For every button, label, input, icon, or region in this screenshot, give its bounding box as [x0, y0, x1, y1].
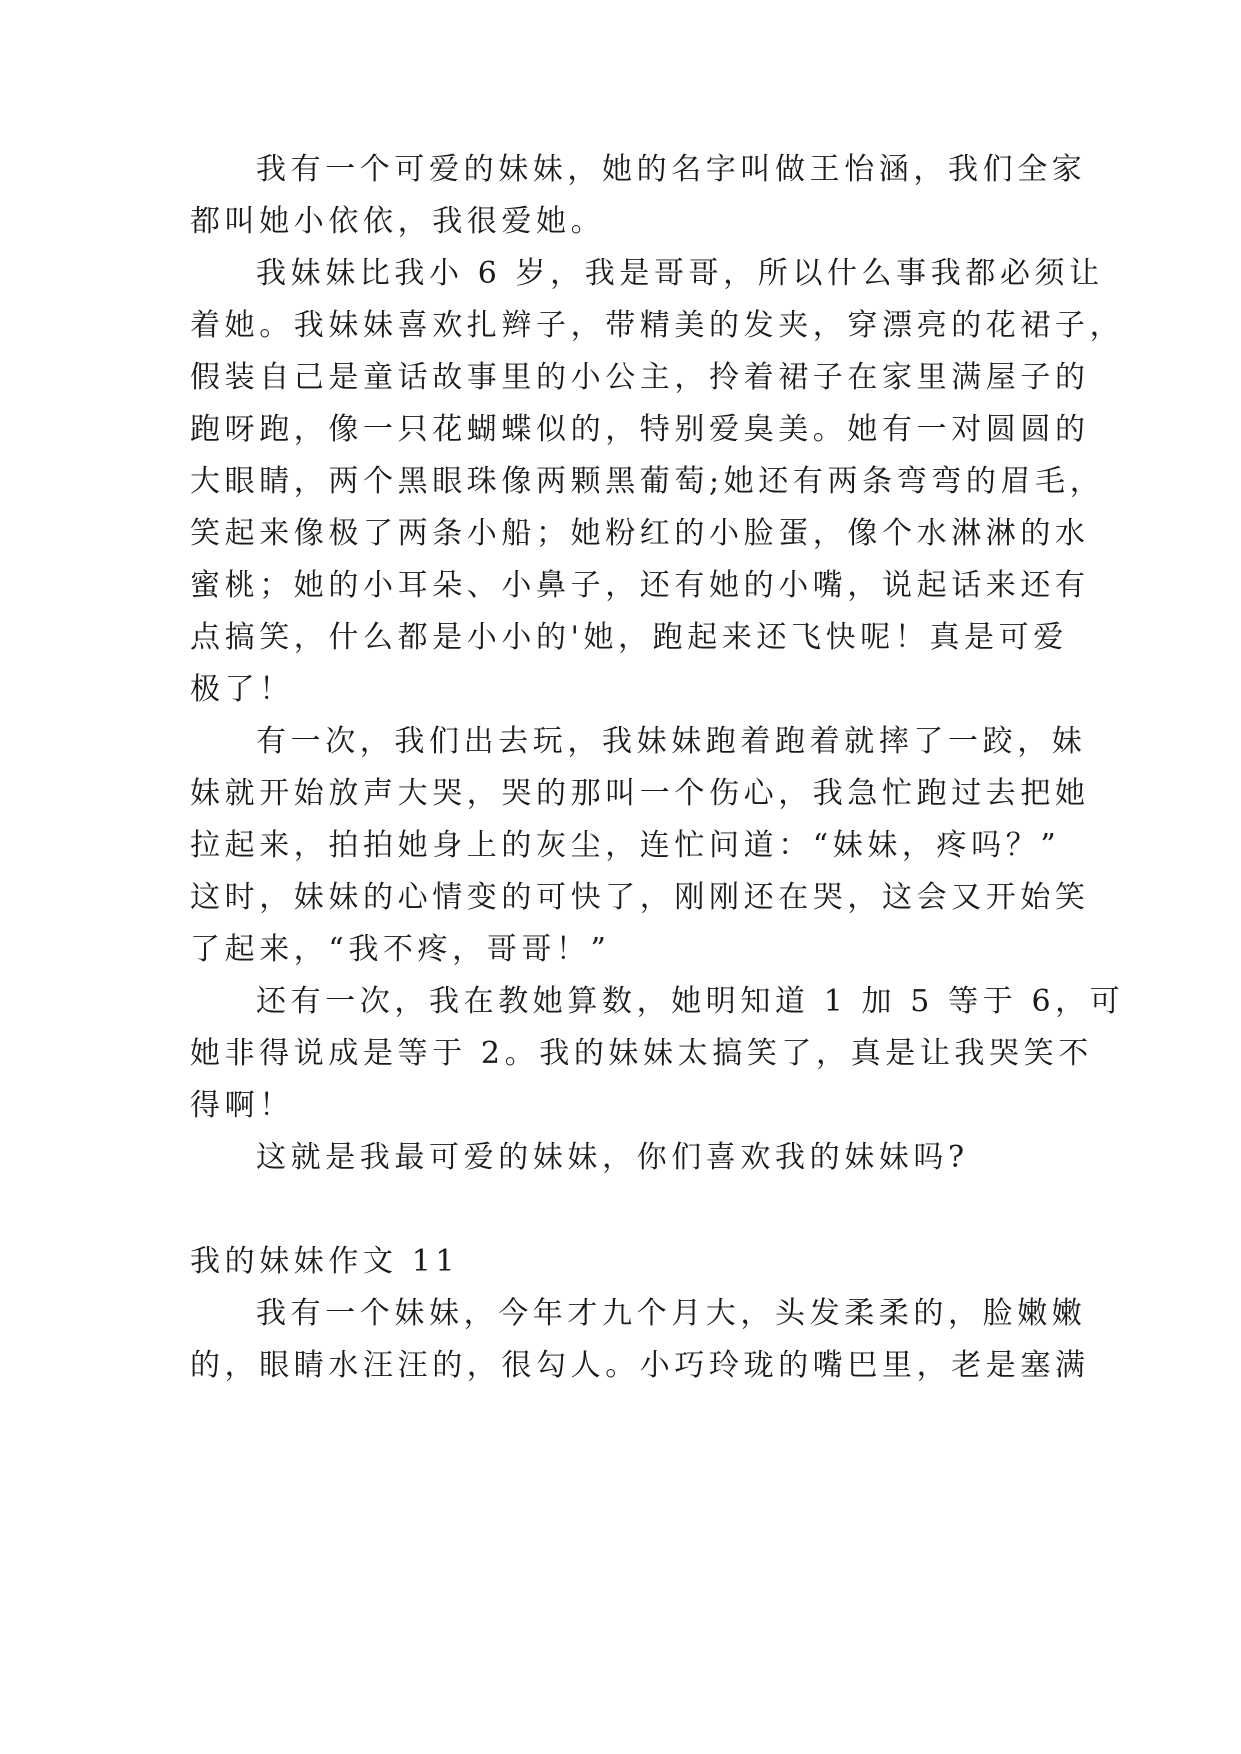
paragraph-6-line-2: 的，眼睛水汪汪的，很勾人。小巧玲珑的嘴巴里，老是塞满 — [190, 1348, 1090, 1383]
paragraph-2-line-4: 跑呀跑，像一只花蝴蝶似的，特别爱臭美。她有一对圆圆的 — [190, 412, 1090, 447]
paragraph-1-line-2: 都叫她小依依，我很爱她。 — [190, 204, 606, 239]
paragraph-3-line-4: 这时，妹妹的心情变的可快了，刚刚还在哭，这会又开始笑 — [190, 880, 1090, 915]
paragraph-6-line-1: 我有一个妹妹，今年才九个月大，头发柔柔的，脸嫩嫩 — [256, 1296, 1087, 1331]
paragraph-2-line-9: 极了！ — [190, 672, 294, 707]
paragraph-4-line-1: 还有一次，我在教她算数，她明知道 1 加 5 等于 6，可 — [256, 984, 1125, 1019]
paragraph-4-line-3: 得啊！ — [190, 1088, 294, 1123]
paragraph-5-line-1: 这就是我最可爱的妹妹，你们喜欢我的妹妹吗? — [256, 1140, 969, 1175]
paragraph-2-line-1: 我妹妹比我小 6 岁，我是哥哥，所以什么事我都必须让 — [256, 256, 1104, 291]
paragraph-3-line-5: 了起来，“我不疼，哥哥！” — [190, 932, 611, 967]
paragraph-3-line-1: 有一次，我们出去玩，我妹妹跑着跑着就摔了一跤，妹 — [256, 724, 1087, 759]
paragraph-3-line-2: 妹就开始放声大哭，哭的那叫一个伤心，我急忙跑过去把她 — [190, 776, 1090, 811]
section-heading: 我的妹妹作文 11 — [190, 1244, 460, 1279]
paragraph-2-line-5: 大眼睛，两个黑眼珠像两颗黑葡萄;她还有两条弯弯的眉毛， — [190, 464, 1105, 499]
paragraph-3-line-3: 拉起来，拍拍她身上的灰尘，连忙问道：“妹妹，疼吗？” — [190, 828, 1061, 863]
paragraph-2-line-3: 假装自己是童话故事里的小公主，拎着裙子在家里满屋子的 — [190, 360, 1090, 395]
paragraph-2-line-6: 笑起来像极了两条小船；她粉红的小脸蛋，像个水淋淋的水 — [190, 516, 1090, 551]
paragraph-2-line-7: 蜜桃；她的小耳朵、小鼻子，还有她的小嘴，说起话来还有 — [190, 568, 1090, 603]
paragraph-2-line-2: 着她。我妹妹喜欢扎辫子，带精美的发夹，穿漂亮的花裙子， — [190, 308, 1125, 343]
paragraph-4-line-2: 她非得说成是等于 2。我的妹妹太搞笑了，真是让我哭笑不 — [190, 1036, 1093, 1071]
paragraph-2-line-8: 点搞笑，什么都是小小的'她，跑起来还飞快呢！真是可爱 — [190, 620, 1068, 655]
paragraph-1-line-1: 我有一个可爱的妹妹，她的名字叫做王怡涵，我们全家 — [256, 152, 1087, 187]
